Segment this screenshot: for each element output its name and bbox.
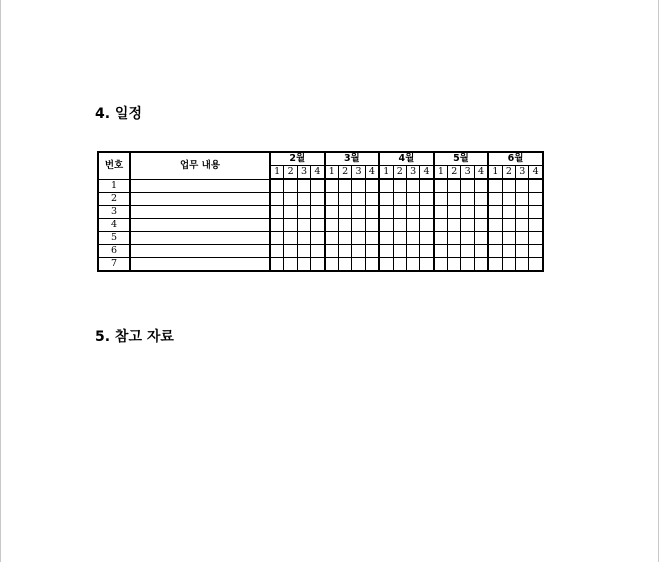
- schedule-cell[interactable]: [393, 193, 406, 206]
- schedule-cell[interactable]: [461, 193, 474, 206]
- week-header-cell: 3: [516, 166, 529, 180]
- page-edge-right: [658, 0, 659, 562]
- schedule-cell[interactable]: [406, 206, 419, 219]
- week-header-cell: 4: [311, 166, 325, 180]
- schedule-cell[interactable]: [297, 179, 310, 193]
- week-header-cell: 3: [352, 166, 365, 180]
- schedule-cell[interactable]: [434, 193, 448, 206]
- table-row: [98, 258, 543, 272]
- schedule-cell[interactable]: [461, 206, 474, 219]
- schedule-cell[interactable]: [352, 219, 365, 232]
- schedule-cell[interactable]: [406, 232, 419, 245]
- week-header-cell: 4: [420, 166, 434, 180]
- schedule-cell[interactable]: [420, 179, 434, 193]
- schedule-cell[interactable]: [325, 245, 339, 258]
- table-header-row: [98, 152, 543, 166]
- schedule-cell[interactable]: [284, 193, 297, 206]
- schedule-cell[interactable]: [311, 232, 325, 245]
- table-row: [98, 193, 543, 206]
- schedule-cell[interactable]: [311, 193, 325, 206]
- schedule-cell[interactable]: [352, 245, 365, 258]
- schedule-cell[interactable]: [270, 206, 284, 219]
- task-cell[interactable]: [130, 245, 270, 258]
- schedule-cell[interactable]: [325, 179, 339, 193]
- schedule-cell[interactable]: [420, 193, 434, 206]
- schedule-cell[interactable]: [434, 219, 448, 232]
- schedule-cell[interactable]: [529, 245, 543, 258]
- schedule-cell[interactable]: [406, 193, 419, 206]
- week-header-cell: 2: [393, 166, 406, 180]
- month-header: 3월: [325, 152, 380, 166]
- schedule-cell[interactable]: [338, 179, 351, 193]
- week-header-cell: 2: [338, 166, 351, 180]
- week-header-cell: 4: [365, 166, 379, 180]
- schedule-cell[interactable]: [502, 206, 515, 219]
- schedule-cell[interactable]: [529, 206, 543, 219]
- schedule-cell[interactable]: [325, 258, 339, 272]
- schedule-cell[interactable]: [297, 245, 310, 258]
- schedule-cell[interactable]: [393, 232, 406, 245]
- schedule-cell[interactable]: [365, 179, 379, 193]
- schedule-cell[interactable]: [488, 232, 502, 245]
- schedule-cell[interactable]: [311, 245, 325, 258]
- schedule-cell[interactable]: [474, 193, 488, 206]
- schedule-cell[interactable]: [284, 206, 297, 219]
- schedule-cell[interactable]: [461, 232, 474, 245]
- schedule-cell[interactable]: [529, 219, 543, 232]
- schedule-cell[interactable]: [311, 206, 325, 219]
- schedule-cell[interactable]: [284, 179, 297, 193]
- task-cell[interactable]: [130, 232, 270, 245]
- schedule-cell[interactable]: [393, 258, 406, 272]
- schedule-cell[interactable]: [311, 258, 325, 272]
- schedule-cell[interactable]: [379, 258, 393, 272]
- schedule-cell[interactable]: [474, 206, 488, 219]
- schedule-cell[interactable]: [365, 193, 379, 206]
- schedule-cell[interactable]: [325, 193, 339, 206]
- schedule-cell[interactable]: [488, 206, 502, 219]
- schedule-cell[interactable]: [448, 193, 461, 206]
- schedule-cell[interactable]: [448, 232, 461, 245]
- schedule-cell[interactable]: [516, 179, 529, 193]
- week-header-cell: 3: [297, 166, 310, 180]
- schedule-cell[interactable]: [502, 179, 515, 193]
- schedule-cell[interactable]: [406, 258, 419, 272]
- month-header: 6월: [488, 152, 543, 166]
- schedule-cell[interactable]: [420, 245, 434, 258]
- schedule-cell[interactable]: [270, 232, 284, 245]
- week-header-cell: 1: [488, 166, 502, 180]
- schedule-cell[interactable]: [434, 179, 448, 193]
- schedule-cell[interactable]: [488, 193, 502, 206]
- schedule-cell[interactable]: [434, 232, 448, 245]
- schedule-cell[interactable]: [311, 179, 325, 193]
- schedule-cell[interactable]: [338, 232, 351, 245]
- schedule-cell[interactable]: [461, 179, 474, 193]
- schedule-cell[interactable]: [448, 179, 461, 193]
- schedule-cell[interactable]: [488, 245, 502, 258]
- schedule-cell[interactable]: [406, 179, 419, 193]
- schedule-cell[interactable]: [284, 258, 297, 272]
- schedule-cell[interactable]: [474, 219, 488, 232]
- schedule-cell[interactable]: [270, 179, 284, 193]
- schedule-cell[interactable]: [474, 258, 488, 272]
- schedule-cell[interactable]: [284, 219, 297, 232]
- schedule-cell[interactable]: [325, 232, 339, 245]
- table-row: [98, 245, 543, 258]
- schedule-cell[interactable]: [379, 179, 393, 193]
- schedule-cell[interactable]: [516, 245, 529, 258]
- schedule-cell[interactable]: [406, 219, 419, 232]
- schedule-cell[interactable]: [311, 219, 325, 232]
- schedule-cell[interactable]: [488, 179, 502, 193]
- schedule-cell[interactable]: [448, 258, 461, 272]
- row-number-cell: 1: [98, 179, 130, 193]
- schedule-cell[interactable]: [420, 206, 434, 219]
- schedule-cell[interactable]: [461, 219, 474, 232]
- month-header: 5월: [434, 152, 489, 166]
- schedule-cell[interactable]: [516, 206, 529, 219]
- week-header-cell: 4: [529, 166, 543, 180]
- schedule-cell[interactable]: [516, 193, 529, 206]
- table-body: [98, 179, 543, 271]
- row-number-cell: 5: [98, 232, 130, 245]
- page-edge-left: [0, 0, 1, 562]
- table-row: [98, 219, 543, 232]
- schedule-table: [97, 151, 544, 272]
- task-cell[interactable]: [130, 219, 270, 232]
- schedule-cell[interactable]: [365, 245, 379, 258]
- schedule-cell[interactable]: [297, 206, 310, 219]
- table-row: [98, 179, 543, 193]
- schedule-cell[interactable]: [365, 206, 379, 219]
- schedule-cell[interactable]: [297, 232, 310, 245]
- schedule-cell[interactable]: [284, 232, 297, 245]
- schedule-cell[interactable]: [379, 219, 393, 232]
- schedule-cell[interactable]: [502, 193, 515, 206]
- row-number-cell: 3: [98, 206, 130, 219]
- schedule-cell[interactable]: [406, 245, 419, 258]
- schedule-cell[interactable]: [284, 245, 297, 258]
- week-header-cell: 1: [434, 166, 448, 180]
- schedule-cell[interactable]: [529, 232, 543, 245]
- schedule-cell[interactable]: [338, 245, 351, 258]
- schedule-cell[interactable]: [516, 232, 529, 245]
- schedule-cell[interactable]: [393, 179, 406, 193]
- schedule-cell[interactable]: [365, 258, 379, 272]
- schedule-cell[interactable]: [365, 232, 379, 245]
- schedule-cell[interactable]: [338, 206, 351, 219]
- month-header: 2월: [270, 152, 325, 166]
- schedule-cell[interactable]: [297, 219, 310, 232]
- week-header-cell: 4: [474, 166, 488, 180]
- schedule-cell[interactable]: [474, 232, 488, 245]
- row-number-cell: 2: [98, 193, 130, 206]
- schedule-cell[interactable]: [461, 258, 474, 272]
- schedule-cell[interactable]: [529, 193, 543, 206]
- schedule-cell[interactable]: [352, 258, 365, 272]
- schedule-heading: 4. 일정: [95, 106, 142, 122]
- schedule-cell[interactable]: [461, 245, 474, 258]
- schedule-cell[interactable]: [393, 206, 406, 219]
- schedule-cell[interactable]: [502, 258, 515, 272]
- task-cell[interactable]: [130, 179, 270, 193]
- week-header-cell: 2: [284, 166, 297, 180]
- schedule-cell[interactable]: [379, 193, 393, 206]
- row-number-cell: 4: [98, 219, 130, 232]
- schedule-cell[interactable]: [488, 258, 502, 272]
- task-cell[interactable]: [130, 193, 270, 206]
- schedule-cell[interactable]: [502, 245, 515, 258]
- schedule-cell[interactable]: [420, 219, 434, 232]
- number-column-header: 번호: [98, 152, 130, 179]
- schedule-cell[interactable]: [379, 232, 393, 245]
- schedule-cell[interactable]: [352, 206, 365, 219]
- week-header-cell: 1: [379, 166, 393, 180]
- schedule-cell[interactable]: [393, 219, 406, 232]
- schedule-cell[interactable]: [529, 258, 543, 272]
- schedule-cell[interactable]: [352, 179, 365, 193]
- schedule-cell[interactable]: [420, 232, 434, 245]
- schedule-cell[interactable]: [448, 206, 461, 219]
- schedule-cell[interactable]: [420, 258, 434, 272]
- week-header-cell: 2: [448, 166, 461, 180]
- schedule-cell[interactable]: [516, 258, 529, 272]
- week-header-cell: 2: [502, 166, 515, 180]
- schedule-cell[interactable]: [270, 193, 284, 206]
- schedule-cell[interactable]: [365, 219, 379, 232]
- schedule-cell[interactable]: [502, 232, 515, 245]
- schedule-cell[interactable]: [325, 219, 339, 232]
- row-number-cell: 6: [98, 245, 130, 258]
- task-column-header: 업무 내용: [130, 152, 270, 179]
- schedule-cell[interactable]: [338, 219, 351, 232]
- schedule-cell[interactable]: [270, 245, 284, 258]
- schedule-cell[interactable]: [325, 206, 339, 219]
- schedule-cell[interactable]: [434, 245, 448, 258]
- row-number-cell: 7: [98, 258, 130, 272]
- schedule-cell[interactable]: [352, 193, 365, 206]
- references-heading: 5. 참고 자료: [95, 329, 174, 345]
- week-header-cell: 3: [461, 166, 474, 180]
- schedule-cell[interactable]: [502, 219, 515, 232]
- schedule-cell[interactable]: [488, 219, 502, 232]
- schedule-cell[interactable]: [270, 258, 284, 272]
- schedule-cell[interactable]: [474, 179, 488, 193]
- schedule-cell[interactable]: [448, 219, 461, 232]
- schedule-cell[interactable]: [448, 245, 461, 258]
- schedule-cell[interactable]: [338, 193, 351, 206]
- schedule-cell[interactable]: [516, 219, 529, 232]
- table-row: [98, 206, 543, 219]
- schedule-cell[interactable]: [434, 258, 448, 272]
- table-row: [98, 232, 543, 245]
- schedule-cell[interactable]: [338, 258, 351, 272]
- schedule-cell[interactable]: [270, 219, 284, 232]
- schedule-cell[interactable]: [379, 206, 393, 219]
- schedule-cell[interactable]: [529, 179, 543, 193]
- task-cell[interactable]: [130, 258, 270, 272]
- schedule-cell[interactable]: [393, 245, 406, 258]
- schedule-cell[interactable]: [379, 245, 393, 258]
- task-cell[interactable]: [130, 206, 270, 219]
- week-header-cell: 1: [325, 166, 339, 180]
- month-header: 4월: [379, 152, 434, 166]
- week-header-cell: 1: [270, 166, 284, 180]
- week-header-cell: 3: [406, 166, 419, 180]
- schedule-cell[interactable]: [474, 245, 488, 258]
- schedule-cell[interactable]: [434, 206, 448, 219]
- schedule-cell[interactable]: [297, 258, 310, 272]
- schedule-cell[interactable]: [352, 232, 365, 245]
- schedule-cell[interactable]: [297, 193, 310, 206]
